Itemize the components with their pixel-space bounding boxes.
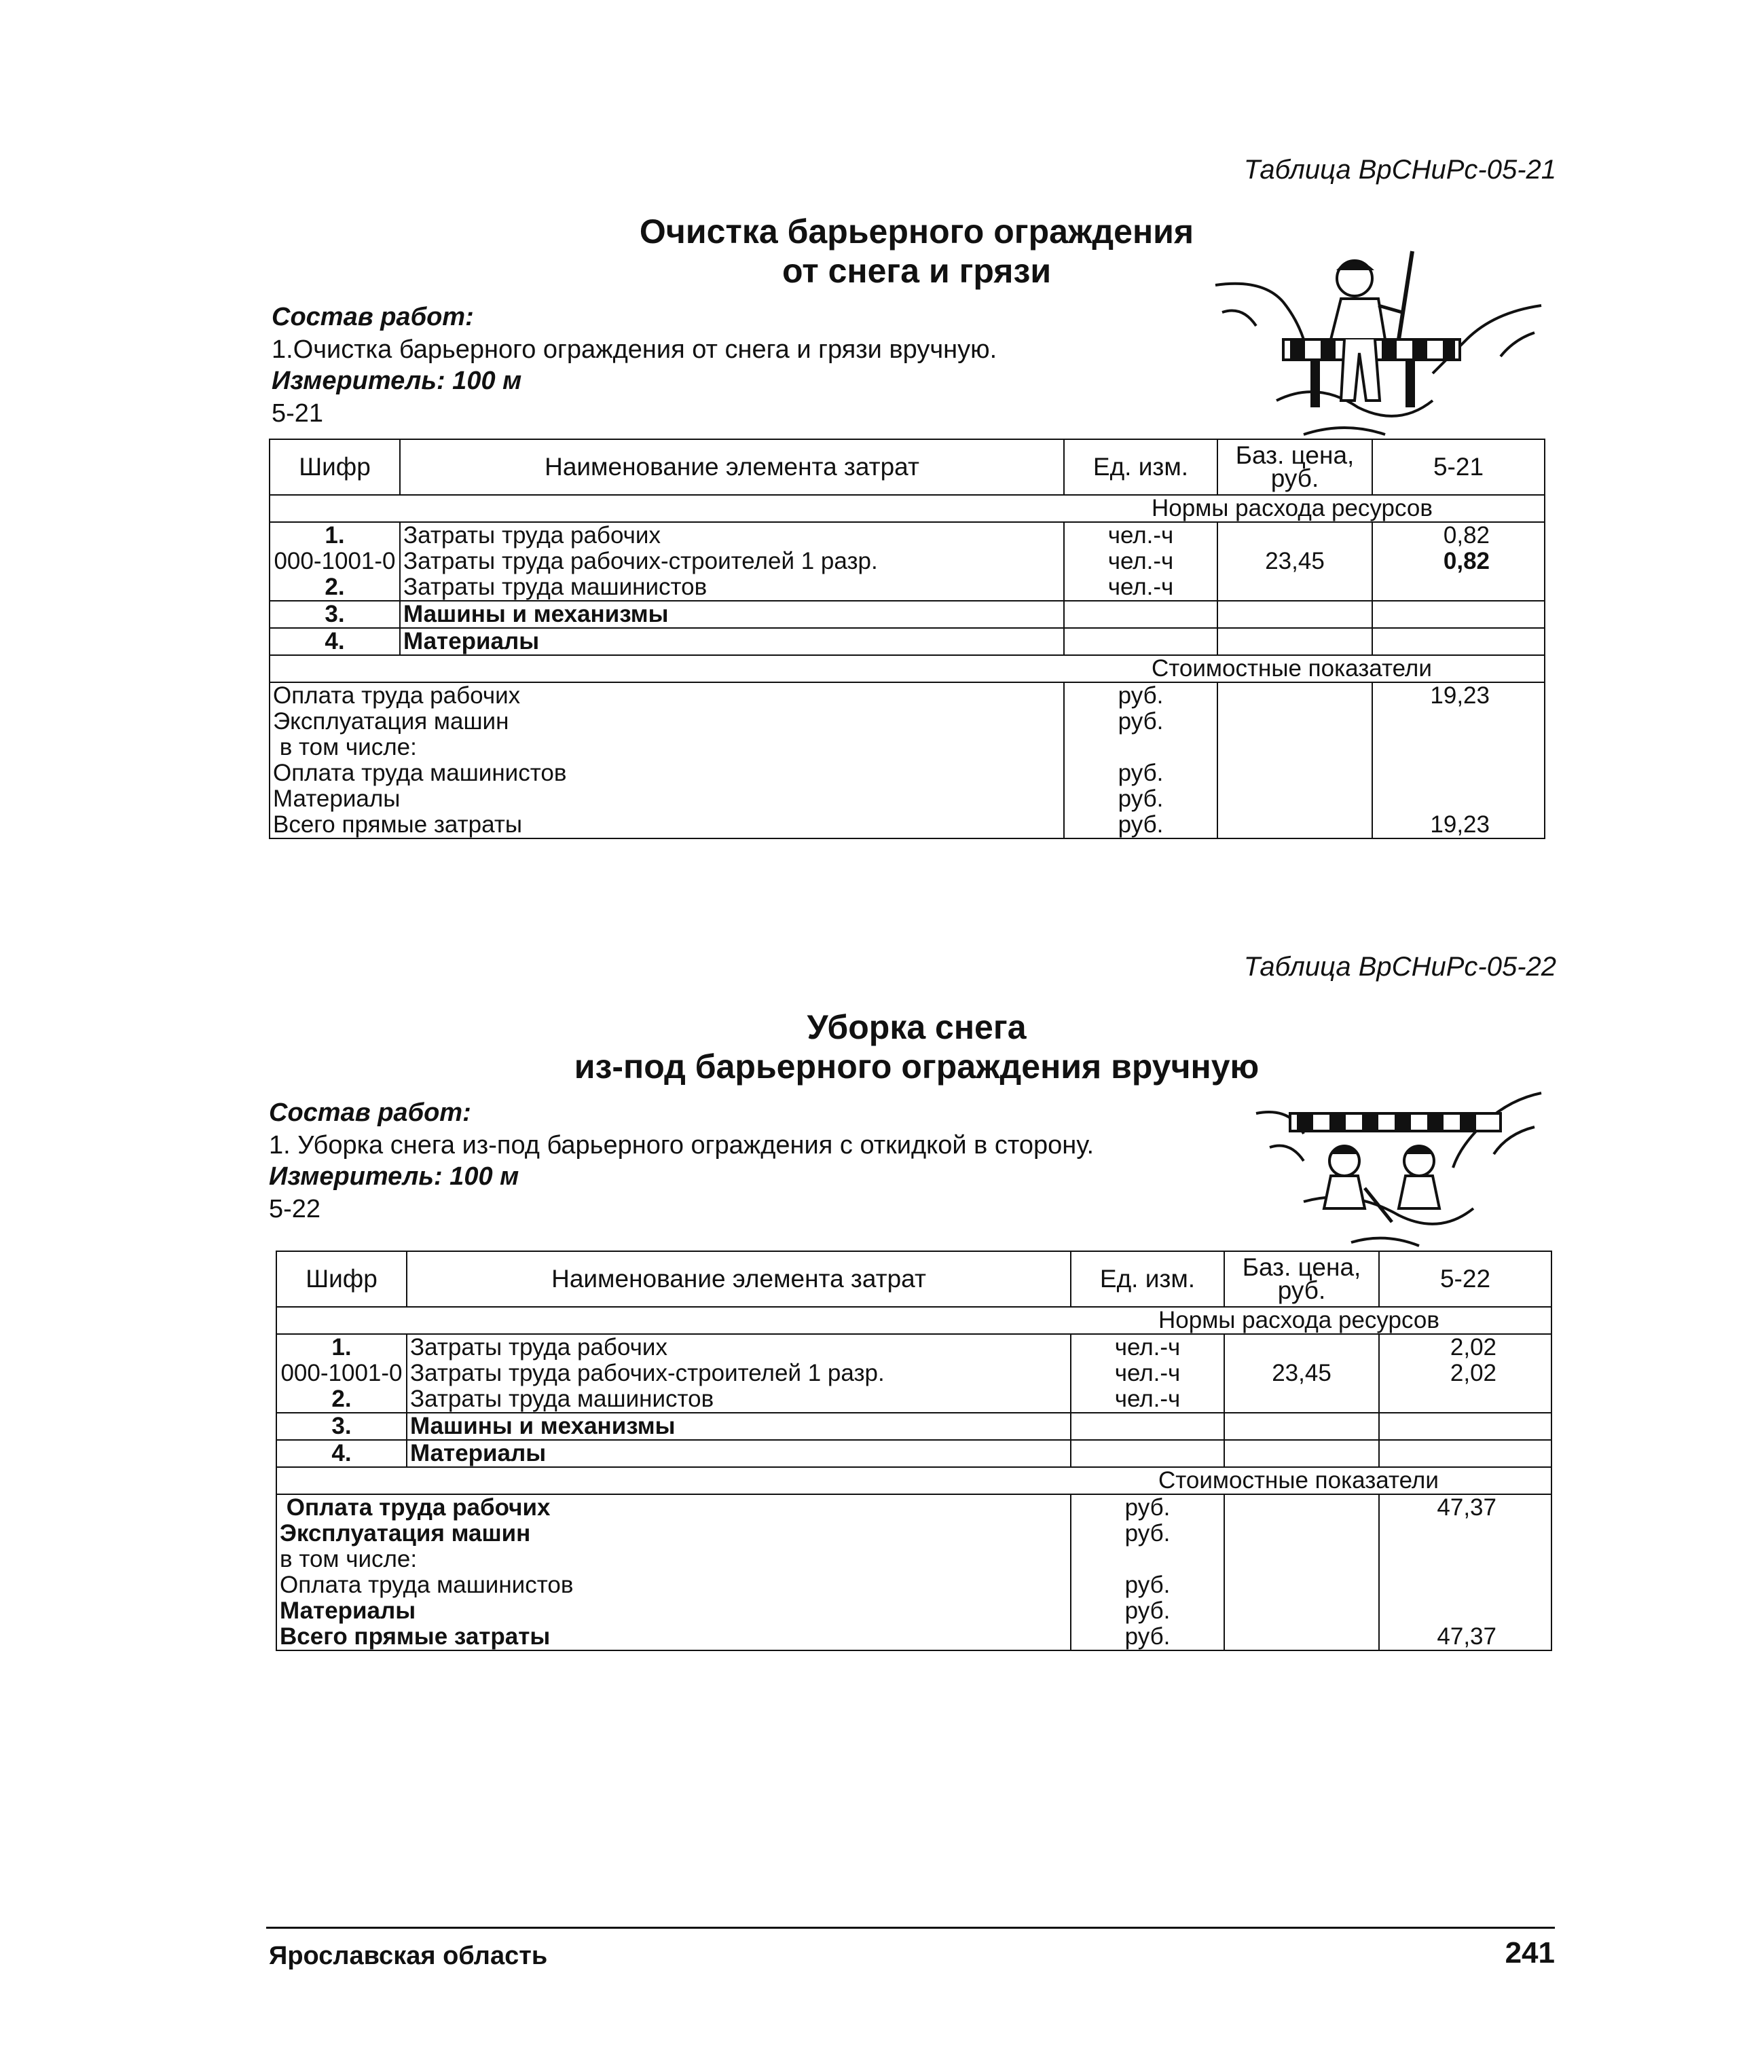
row-name: Материалы bbox=[407, 1440, 1071, 1467]
title-line-1: Уборка снега bbox=[807, 1008, 1027, 1046]
cost-unit: руб. bbox=[1064, 786, 1217, 812]
row-name: Материалы bbox=[400, 628, 1064, 655]
header-unit: Ед. изм. bbox=[1064, 439, 1217, 495]
table-row bbox=[270, 549, 1545, 574]
row-name: Затраты труда машинистов bbox=[400, 574, 1064, 601]
table-row bbox=[276, 1572, 1551, 1598]
header-price-line-2: руб. bbox=[1277, 1276, 1326, 1304]
row-cipher: 1. bbox=[270, 522, 400, 549]
cost-price bbox=[1224, 1598, 1379, 1624]
row-price bbox=[1217, 628, 1372, 655]
table-label: Таблица ВрСНиРс-05-22 bbox=[1243, 952, 1556, 982]
table-row bbox=[276, 1521, 1551, 1547]
cost-value bbox=[1379, 1547, 1551, 1572]
cost-value bbox=[1372, 786, 1545, 812]
header-unit: Ед. изм. bbox=[1071, 1251, 1224, 1307]
cost-value bbox=[1379, 1572, 1551, 1598]
row-value bbox=[1372, 628, 1545, 655]
cost-value: 47,37 bbox=[1379, 1624, 1551, 1650]
table-row bbox=[270, 760, 1545, 786]
table-row bbox=[276, 1413, 1551, 1440]
header-price-line-1: Баз. цена, bbox=[1235, 441, 1355, 469]
table-row bbox=[276, 1624, 1551, 1650]
row-cipher: 000-1001-0 bbox=[270, 549, 400, 574]
norms-table-5-21 bbox=[269, 439, 1545, 839]
section-title bbox=[502, 1007, 1331, 1086]
cost-value: 47,37 bbox=[1379, 1494, 1551, 1521]
cost-unit: руб. bbox=[1071, 1624, 1224, 1650]
row-value: 2,02 bbox=[1379, 1334, 1551, 1361]
worker-cleaning-barrier-illustration bbox=[1209, 238, 1548, 441]
cost-price bbox=[1217, 760, 1372, 786]
table-row bbox=[270, 522, 1545, 549]
row-unit bbox=[1064, 628, 1217, 655]
section-title bbox=[536, 212, 1297, 291]
footer-rule bbox=[266, 1927, 1555, 1929]
norms-label: Нормы расхода ресурсов bbox=[270, 495, 1545, 522]
header-name: Наименование элемента затрат bbox=[400, 439, 1064, 495]
composition-heading: Состав работ: bbox=[269, 1098, 471, 1127]
table-row bbox=[276, 1547, 1551, 1572]
row-price bbox=[1224, 1440, 1379, 1467]
footer-region: Ярославская область bbox=[269, 1942, 548, 1970]
norms-label: Нормы расхода ресурсов bbox=[276, 1307, 1551, 1334]
header-cipher: Шифр bbox=[276, 1251, 407, 1307]
row-unit: чел.-ч bbox=[1064, 574, 1217, 601]
cost-unit: руб. bbox=[1064, 709, 1217, 735]
row-price bbox=[1217, 574, 1372, 601]
row-value bbox=[1379, 1413, 1551, 1440]
cost-value: 19,23 bbox=[1372, 812, 1545, 838]
cost-name: Материалы bbox=[270, 786, 1064, 812]
workers-removing-snow-illustration bbox=[1249, 1086, 1548, 1249]
row-price bbox=[1224, 1386, 1379, 1413]
cost-value bbox=[1379, 1521, 1551, 1547]
cost-unit: руб. bbox=[1071, 1598, 1224, 1624]
row-cipher: 3. bbox=[276, 1413, 407, 1440]
cost-value bbox=[1372, 709, 1545, 735]
cost-unit: руб. bbox=[1071, 1521, 1224, 1547]
row-price: 23,45 bbox=[1217, 549, 1372, 574]
table-row bbox=[270, 812, 1545, 838]
row-name: Машины и механизмы bbox=[407, 1413, 1071, 1440]
title-line-2: от снега и грязи bbox=[782, 252, 1052, 290]
header-cipher: Шифр bbox=[270, 439, 400, 495]
table-row bbox=[276, 1598, 1551, 1624]
row-unit: чел.-ч bbox=[1071, 1334, 1224, 1361]
cost-unit: руб. bbox=[1071, 1494, 1224, 1521]
cost-value bbox=[1379, 1598, 1551, 1624]
header-code: 5-21 bbox=[1372, 439, 1545, 495]
table-row bbox=[276, 1494, 1551, 1521]
table-row bbox=[270, 786, 1545, 812]
row-unit: чел.-ч bbox=[1071, 1361, 1224, 1386]
row-cipher: 3. bbox=[270, 601, 400, 628]
row-price bbox=[1224, 1334, 1379, 1361]
cost-value bbox=[1372, 760, 1545, 786]
row-name: Затраты труда рабочих bbox=[400, 522, 1064, 549]
table-row bbox=[276, 1386, 1551, 1413]
table-row bbox=[270, 682, 1545, 709]
cost-unit: руб. bbox=[1064, 760, 1217, 786]
row-name: Машины и механизмы bbox=[400, 601, 1064, 628]
table-row bbox=[276, 1361, 1551, 1386]
row-name: Затраты труда рабочих-строителей 1 разр. bbox=[400, 549, 1064, 574]
cost-name: Эксплуатация машин bbox=[270, 709, 1064, 735]
cost-unit bbox=[1064, 735, 1217, 760]
cost-name: Всего прямые затраты bbox=[276, 1624, 1071, 1650]
row-cipher: 2. bbox=[276, 1386, 407, 1413]
row-name: Затраты труда рабочих-строителей 1 разр. bbox=[407, 1361, 1071, 1386]
cost-price bbox=[1217, 786, 1372, 812]
header-code: 5-22 bbox=[1379, 1251, 1551, 1307]
table-row bbox=[276, 1334, 1551, 1361]
header-base-price bbox=[1217, 439, 1372, 495]
row-value: 0,82 bbox=[1372, 522, 1545, 549]
row-cipher: 1. bbox=[276, 1334, 407, 1361]
title-line-1: Очистка барьерного ограждения bbox=[639, 212, 1194, 251]
table-row bbox=[270, 601, 1545, 628]
cost-price bbox=[1224, 1547, 1379, 1572]
composition-text: 1.Очистка барьерного ограждения от снега и грязи вручную. bbox=[272, 335, 997, 364]
composition-heading: Состав работ: bbox=[272, 303, 474, 331]
norm-code: 5-21 bbox=[272, 399, 324, 428]
cost-name: в том числе: bbox=[276, 1547, 1071, 1572]
cost-name: в том числе: bbox=[270, 735, 1064, 760]
row-unit bbox=[1071, 1440, 1224, 1467]
row-unit: чел.-ч bbox=[1064, 522, 1217, 549]
row-price bbox=[1217, 601, 1372, 628]
row-unit bbox=[1064, 601, 1217, 628]
row-price bbox=[1217, 522, 1372, 549]
table-row bbox=[270, 574, 1545, 601]
norm-code: 5-22 bbox=[269, 1195, 321, 1223]
row-unit: чел.-ч bbox=[1071, 1386, 1224, 1413]
cost-unit: руб. bbox=[1064, 682, 1217, 709]
title-line-2: из-под барьерного ограждения вручную bbox=[574, 1048, 1260, 1086]
cost-unit: руб. bbox=[1071, 1572, 1224, 1598]
meter-label: Измеритель: 100 м bbox=[272, 367, 522, 395]
cost-name: Оплата труда рабочих bbox=[276, 1494, 1071, 1521]
cost-name: Оплата труда машинистов bbox=[270, 760, 1064, 786]
header-name: Наименование элемента затрат bbox=[407, 1251, 1071, 1307]
header-price-line-2: руб. bbox=[1270, 464, 1319, 492]
row-value bbox=[1372, 574, 1545, 601]
cost-price bbox=[1217, 812, 1372, 838]
row-cipher: 4. bbox=[270, 628, 400, 655]
row-name: Затраты труда рабочих bbox=[407, 1334, 1071, 1361]
cost-price bbox=[1224, 1624, 1379, 1650]
cost-name: Оплата труда рабочих bbox=[270, 682, 1064, 709]
cost-value: 19,23 bbox=[1372, 682, 1545, 709]
cost-price bbox=[1224, 1494, 1379, 1521]
cost-name: Материалы bbox=[276, 1598, 1071, 1624]
table-label: Таблица ВрСНиРс-05-21 bbox=[1243, 155, 1556, 185]
row-value bbox=[1379, 1440, 1551, 1467]
meter-label: Измеритель: 100 м bbox=[269, 1162, 519, 1191]
cost-name: Эксплуатация машин bbox=[276, 1521, 1071, 1547]
table-row bbox=[276, 1440, 1551, 1467]
cost-price bbox=[1224, 1572, 1379, 1598]
row-price: 23,45 bbox=[1224, 1361, 1379, 1386]
header-base-price bbox=[1224, 1251, 1379, 1307]
cost-unit: руб. bbox=[1064, 812, 1217, 838]
cost-name: Оплата труда машинистов bbox=[276, 1572, 1071, 1598]
cost-name: Всего прямые затраты bbox=[270, 812, 1064, 838]
table-row bbox=[270, 709, 1545, 735]
row-value bbox=[1372, 601, 1545, 628]
cost-price bbox=[1224, 1521, 1379, 1547]
norms-table-5-22 bbox=[276, 1251, 1552, 1651]
row-unit: чел.-ч bbox=[1064, 549, 1217, 574]
table-row bbox=[270, 735, 1545, 760]
row-value: 0,82 bbox=[1372, 549, 1545, 574]
header-price-line-1: Баз. цена, bbox=[1242, 1253, 1361, 1281]
cost-value bbox=[1372, 735, 1545, 760]
row-unit bbox=[1071, 1413, 1224, 1440]
row-cipher: 4. bbox=[276, 1440, 407, 1467]
table-row bbox=[270, 628, 1545, 655]
row-value: 2,02 bbox=[1379, 1361, 1551, 1386]
row-cipher: 2. bbox=[270, 574, 400, 601]
row-cipher: 000-1001-0 bbox=[276, 1361, 407, 1386]
page-number: 241 bbox=[1505, 1936, 1555, 1969]
cost-price bbox=[1217, 735, 1372, 760]
row-value bbox=[1379, 1386, 1551, 1413]
cost-price bbox=[1217, 682, 1372, 709]
cost-label: Стоимостные показатели bbox=[270, 655, 1545, 682]
row-price bbox=[1224, 1413, 1379, 1440]
cost-unit bbox=[1071, 1547, 1224, 1572]
cost-label: Стоимостные показатели bbox=[276, 1467, 1551, 1494]
row-name: Затраты труда машинистов bbox=[407, 1386, 1071, 1413]
composition-text: 1. Уборка снега из-под барьерного ограждения с откидкой в сторону. bbox=[269, 1131, 1094, 1160]
cost-price bbox=[1217, 709, 1372, 735]
